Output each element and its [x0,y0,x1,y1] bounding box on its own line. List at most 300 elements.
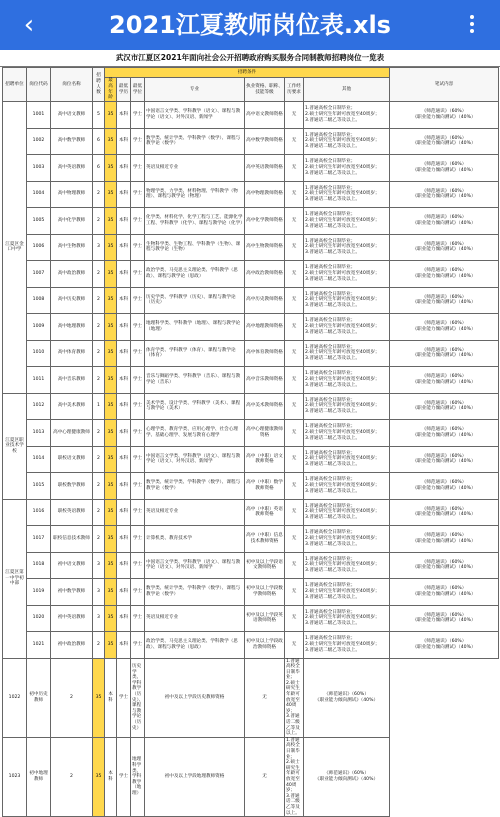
post-cell: 高中英语教师 [51,155,93,182]
exam-line: 《师范通识》（60%） [421,188,467,194]
exam-line: 《师范通识》（60%） [421,268,467,274]
exam-cell [390,526,499,553]
exam-line: 《师范通识》（60%） [421,453,467,459]
other-line: 2.硕士研究生年龄可放宽至40周岁； [305,509,380,515]
exp-cell: 无 [285,287,304,314]
other-line: 3.普通话二级乙等及以上。 [305,647,360,653]
exp-cell: 无 [245,658,285,737]
other-line: 1.普通高校全日制毕业； [305,424,356,430]
other-cell [304,632,390,659]
header-cert: 执业资格、职称、技能等级 [245,78,285,102]
table-row[interactable] [3,393,499,420]
other-line: 2.硕士研究生年龄可放宽至40周岁； [305,562,380,568]
other-cell [304,155,390,182]
exam-cell [390,287,499,314]
post-cell: 职校英语教师 [51,499,93,526]
count-cell: 3 [93,552,105,579]
other-cell [304,393,390,420]
post-cell: 初中历史教师 [27,658,51,737]
other-line: 2.硕士研究生年龄可放宽至40周岁； [305,164,380,170]
code-cell: 1012 [27,393,51,420]
major-cell: 英语及相近专业 [145,605,245,632]
recruitment-table [2,67,499,817]
other-line: 2.硕士研究生年龄可放宽至40周岁； [305,297,380,303]
edu-cell: 本科 [117,632,131,659]
exam-line: 《师范通识》（60%） [421,109,467,115]
code-cell: 1022 [3,658,27,737]
major-cell: 数学类、统计学类、学科教学（数学）、课程与教学论（数学） [145,579,245,606]
count-cell: 2 [93,367,105,394]
table-row[interactable] [3,340,499,367]
edu-cell: 本科 [105,658,117,737]
age-cell: 35 [105,155,117,182]
code-cell: 1017 [27,526,51,553]
more-vertical-icon[interactable] [462,12,482,38]
other-line: 2.硕士研究生年龄可放宽至40周岁； [286,680,300,714]
age-cell: 35 [105,579,117,606]
count-cell: 3 [93,234,105,261]
exam-cell [304,658,390,737]
exam-line: 《职业能力倾向测试》（40%） [412,114,476,120]
count-cell: 2 [93,473,105,500]
edu-cell: 本科 [117,128,131,155]
major-cell: 地理科学类、学科教学（地理） [131,737,145,816]
cert-cell: 初中及以上学段英语教师资格 [245,605,285,632]
exam-cell [390,446,499,473]
exam-line: 《职业能力倾向测试》（40%） [412,538,476,544]
exam-cell [304,737,390,816]
exam-line: 《职业能力倾向测试》（40%） [412,141,476,147]
post-cell: 高中地理教师 [51,314,93,341]
other-line: 1.普通高校全日制毕业； [305,265,356,271]
other-line: 3.普通话二级乙等及以上。 [286,714,300,737]
exam-cell [390,499,499,526]
age-cell: 35 [105,287,117,314]
table-row[interactable] [3,181,499,208]
other-line: 1.普通高校全日制毕业； [305,530,356,536]
other-line: 3.普通话二级乙等及以上。 [305,621,360,627]
count-cell: 3 [93,605,105,632]
table-row[interactable] [3,526,499,553]
edu-cell: 本科 [117,446,131,473]
major-cell: 数学类、统计学类、学科教学（数学）、课程与教学论（数学） [145,128,245,155]
table-row[interactable] [3,234,499,261]
major-cell: 生物科学类、生物工程、学科教学（生物）、课程与教学论（生物） [145,234,245,261]
other-line: 1.普通高校全日制毕业； [305,185,356,191]
table-row[interactable] [3,632,499,659]
code-cell: 1011 [27,367,51,394]
code-cell: 1014 [27,446,51,473]
header-conditions: 招聘条件 [105,68,390,78]
header-age: 最高年龄 [105,78,117,102]
edu-cell: 本科 [117,234,131,261]
code-cell: 1008 [27,287,51,314]
other-cell [304,420,390,447]
cert-cell: 高中地理教师资格 [245,314,285,341]
exp-cell: 无 [285,605,304,632]
other-cell [304,128,390,155]
exam-line: 《师范通识》（60%） [421,162,467,168]
exp-cell: 无 [285,552,304,579]
edu-cell: 本科 [117,420,131,447]
header-exam: 笔试内容 [390,68,499,102]
other-line: 1.普通高校全日制毕业； [305,503,356,509]
exam-cell [390,579,499,606]
other-line: 1.普通高校全日制毕业； [305,450,356,456]
edu-cell: 本科 [117,314,131,341]
exam-line: 《职业能力倾向测试》（40%） [412,565,476,571]
exam-cell [390,473,499,500]
exp-cell: 无 [285,367,304,394]
other-line: 3.普通话二级乙等及以上。 [305,117,360,123]
table-row[interactable] [3,473,499,500]
other-line: 1.普通高校全日制毕业； [305,556,356,562]
other-line: 3.普通话二级乙等及以上。 [305,515,360,521]
code-cell: 1010 [27,340,51,367]
count-cell: 2 [93,181,105,208]
other-line: 2.硕士研究生年龄可放宽至40周岁； [305,376,380,382]
exp-cell: 无 [285,128,304,155]
other-line: 3.普通话二级乙等及以上。 [305,223,360,229]
major-cell: 中国语言文学类、学科教学（语文）、课程与教学论（语文）、对外汉语、新闻学 [145,102,245,129]
header-exp: 工作经历要求 [285,78,304,102]
cert-cell: 高中英语教师资格 [245,155,285,182]
other-cell [304,102,390,129]
exam-cell [390,128,499,155]
other-line: 1.普通高校全日制毕业； [305,344,356,350]
age-cell: 35 [105,473,117,500]
table-row[interactable] [3,552,499,579]
major-cell: 历史学类、学科教学（历史）、课程与教学论（历史） [145,287,245,314]
other-line: 2.硕士研究生年龄可放宽至40周岁； [305,482,380,488]
cert-cell: 高中体育教师资格 [245,340,285,367]
cert-cell: 高中政治教师资格 [245,261,285,288]
count-cell: 2 [93,632,105,659]
other-cell [285,737,304,816]
degree-cell: 学士 [131,340,145,367]
table-row[interactable] [3,208,499,235]
other-line: 1.普通高校全日制毕业； [305,318,356,324]
major-cell: 历史学类、学科教学（历史）、课程与教学论（历史） [131,658,145,737]
table-row[interactable] [3,499,499,526]
other-line: 3.普通话二级乙等及以上。 [305,435,360,441]
code-cell: 1018 [27,552,51,579]
other-line: 3.普通话二级乙等及以上。 [305,303,360,309]
table-row[interactable] [3,420,499,447]
age-cell: 35 [105,499,117,526]
degree-cell: 学士 [131,605,145,632]
exp-cell: 无 [285,499,304,526]
exam-cell [390,234,499,261]
count-cell: 2 [93,526,105,553]
count-cell: 3 [93,579,105,606]
header-code: 岗位代码 [27,68,51,102]
age-cell: 35 [105,340,117,367]
other-line: 1.普通高校全日制毕业； [286,658,300,681]
post-cell: 初中数学教师 [51,579,93,606]
other-line: 1.普通高校全日制毕业； [305,397,356,403]
table-row[interactable] [3,446,499,473]
table-row[interactable] [3,579,499,606]
cert-cell: 高中（中职）信息技术教师资格 [245,526,285,553]
age-cell: 35 [105,367,117,394]
exam-line: 《师范通识》（60%） [421,427,467,433]
exam-line: 《师范通识》（60%） [324,771,369,777]
other-line: 3.普通话二级乙等及以上。 [305,594,360,600]
exam-line: 《师范通识》（60%） [421,612,467,618]
exam-cell [390,261,499,288]
spreadsheet-view[interactable] [0,50,500,816]
exp-cell: 无 [285,181,304,208]
exam-line: 《职业能力倾向测试》（40%） [315,697,379,703]
count-cell: 6 [93,155,105,182]
exam-line: 《职业能力倾向测试》（40%） [412,459,476,465]
code-cell: 1016 [27,499,51,526]
table-row[interactable] [3,261,499,288]
other-line: 2.硕士研究生年龄可放宽至40周岁； [305,270,380,276]
other-line: 3.普通话二级乙等及以上。 [305,329,360,335]
other-line: 2.硕士研究生年龄可放宽至40周岁； [305,350,380,356]
major-cell: 中国语言文学类、学科教学（语文）、课程与教学论（语文）、对外汉语、新闻学 [145,552,245,579]
count-cell: 2 [51,737,93,816]
edu-cell: 本科 [117,155,131,182]
age-cell: 35 [105,420,117,447]
age-cell: 35 [105,234,117,261]
edu-cell: 本科 [117,393,131,420]
exam-line: 《师范通识》（60%） [421,241,467,247]
other-line: 1.普通高校全日制毕业； [305,212,356,218]
post-cell: 初中语文教师 [51,552,93,579]
other-line: 2.硕士研究生年龄可放宽至40周岁； [305,138,380,144]
age-cell: 35 [105,393,117,420]
age-cell: 35 [105,605,117,632]
degree-cell: 学士 [131,367,145,394]
degree-cell: 学士 [131,420,145,447]
degree-cell: 学士 [131,128,145,155]
exp-cell: 无 [285,632,304,659]
major-cell: 音乐与舞蹈学类、学科教学（音乐）、课程与教学论（音乐） [145,367,245,394]
cert-cell: 高中美术教师资格 [245,393,285,420]
table-row[interactable] [3,314,499,341]
exam-cell [390,605,499,632]
count-cell: 6 [93,128,105,155]
unit-cell: 江夏区金口中学 [3,102,27,394]
count-cell: 1 [93,393,105,420]
other-line: 3.普通话二级乙等及以上。 [305,409,360,415]
exam-line: 《职业能力倾向测试》（40%） [315,776,379,782]
degree-cell: 学士 [131,208,145,235]
exp-cell: 无 [285,446,304,473]
exam-cell [390,102,499,129]
other-line: 1.普通高校全日制毕业； [305,371,356,377]
exam-line: 《师范通识》（60%） [421,294,467,300]
document-title: 武汉市江夏区2021年面向社会公开招聘政府购买服务合同制教师招聘岗位一览表 [0,50,500,67]
other-line: 3.普通话二级乙等及以上。 [305,197,360,203]
cert-cell: 高中音乐教师资格 [245,367,285,394]
table-row[interactable] [3,605,499,632]
exp-cell: 无 [285,314,304,341]
other-cell [304,499,390,526]
degree-cell: 学士 [131,314,145,341]
age-cell: 35 [105,552,117,579]
exam-line: 《师范通识》（60%） [421,506,467,512]
cert-cell: 高中（中职）语文教师资格 [245,446,285,473]
other-line: 2.硕士研究生年龄可放宽至40周岁； [305,191,380,197]
other-cell [304,181,390,208]
cert-cell: 高中心理健康教师资格 [245,420,285,447]
table-row[interactable] [3,102,499,129]
code-cell: 1023 [3,737,27,816]
degree-cell: 学士 [131,393,145,420]
degree-cell: 学士 [131,552,145,579]
major-cell: 中国语言文学类、学科教学（语文）、课程与教学论（语文）、对外汉语、新闻学 [145,446,245,473]
other-line: 3.普通话二级乙等及以上。 [305,462,360,468]
post-cell: 职校语文教师 [51,446,93,473]
count-cell: 2 [93,340,105,367]
other-line: 1.普通高校全日制毕业； [305,291,356,297]
age-cell: 35 [105,128,117,155]
other-line: 1.普通高校全日制毕业； [286,737,300,760]
degree-cell: 学士 [117,658,131,737]
table-row[interactable] [3,128,499,155]
other-line: 1.普通高校全日制毕业； [305,583,356,589]
post-cell: 初中地理教师 [27,737,51,816]
exam-line: 《师范通识》（60%） [421,586,467,592]
other-line: 3.普通话二级乙等及以上。 [286,793,300,816]
major-cell: 化学类、材料化学、化学工程与工艺、能源化学工程、学科教学（化学）、课程与教学论（化学） [145,208,245,235]
code-cell: 1006 [27,234,51,261]
exam-cell [390,393,499,420]
edu-cell: 本科 [117,102,131,129]
exam-line: 《职业能力倾向测试》（40%） [412,432,476,438]
chevron-left-icon[interactable]: ‹ [23,10,35,40]
table-row[interactable] [3,287,499,314]
exam-cell [390,420,499,447]
degree-cell: 学士 [117,737,131,816]
edu-cell: 本科 [117,473,131,500]
age-cell: 35 [93,737,105,816]
post-cell: 初中政治教师 [51,632,93,659]
post-cell: 职校信息技术教师 [51,526,93,553]
exam-cell [390,155,499,182]
other-line: 2.硕士研究生年龄可放宽至40周岁； [305,111,380,117]
major-cell: 政治学类、马克思主义理论类、学科教学（思政）、课程与教学论（思政） [145,261,245,288]
other-cell [304,340,390,367]
table-row[interactable] [3,367,499,394]
degree-cell: 学士 [131,579,145,606]
exam-line: 《师范通识》（60%） [421,400,467,406]
exam-cell [390,181,499,208]
other-cell [285,658,304,737]
other-line: 1.普通高校全日制毕业； [305,636,356,642]
edu-cell: 本科 [117,579,131,606]
major-cell: 英语及相近专业 [145,499,245,526]
header-edu: 最低学历 [117,78,131,102]
unit-cell: 江夏区职业技术学校 [3,393,27,499]
code-cell: 1004 [27,181,51,208]
exp-cell: 无 [285,208,304,235]
edu-cell: 本科 [117,340,131,367]
other-line: 2.硕士研究生年龄可放宽至40周岁； [305,535,380,541]
exam-line: 《职业能力倾向测试》（40%） [412,591,476,597]
cert-cell: 初中及以上学段政治教师资格 [245,632,285,659]
other-line: 3.普通话二级乙等及以上。 [305,488,360,494]
post-cell: 高中美术教师 [51,393,93,420]
code-cell: 1007 [27,261,51,288]
exam-line: 《职业能力倾向测试》（40%） [412,406,476,412]
code-cell: 1019 [27,579,51,606]
post-cell: 高中体育教师 [51,340,93,367]
header-unit: 招聘单位 [3,68,27,102]
degree-cell: 学士 [131,261,145,288]
exp-cell: 无 [285,526,304,553]
post-cell: 初中英语教师 [51,605,93,632]
exam-line: 《职业能力倾向测试》（40%） [412,326,476,332]
other-cell [304,473,390,500]
exam-line: 《师范通识》（60%） [421,215,467,221]
post-cell: 高中历史教师 [51,287,93,314]
table-row[interactable] [3,155,499,182]
other-line: 2.硕士研究生年龄可放宽至40周岁； [305,615,380,621]
edu-cell: 本科 [117,261,131,288]
cert-cell: 初中及以上学段语文教师资格 [245,552,285,579]
file-title: 2021江夏教师岗位表.xls [109,11,391,39]
other-cell [304,579,390,606]
cert-cell: 高中物理教师资格 [245,181,285,208]
post-cell: 高中政治教师 [51,261,93,288]
other-line: 2.硕士研究生年龄可放宽至40周岁； [305,456,380,462]
exam-line: 《职业能力倾向测试》（40%） [412,247,476,253]
cert-cell: 高中数学教师资格 [245,128,285,155]
table-row[interactable] [3,658,499,737]
count-cell: 2 [93,499,105,526]
degree-cell: 学士 [131,155,145,182]
other-line: 1.普通高校全日制毕业； [305,132,356,138]
exam-cell [390,208,499,235]
other-line: 3.普通话二级乙等及以上。 [305,144,360,150]
code-cell: 1020 [27,605,51,632]
degree-cell: 学士 [131,102,145,129]
other-cell [304,234,390,261]
post-cell: 高中心理健康教师 [51,420,93,447]
exam-line: 《师范通识》（60%） [324,692,369,698]
other-line: 3.普通话二级乙等及以上。 [305,568,360,574]
exp-cell: 无 [285,420,304,447]
header-post: 岗位名称 [51,68,93,102]
exp-cell: 无 [285,393,304,420]
degree-cell: 学士 [131,499,145,526]
major-cell: 数学类、统计学类、学科教学（数学）、课程与教学论（数学） [145,473,245,500]
table-row[interactable] [3,737,499,816]
exam-line: 《师范通识》（60%） [421,480,467,486]
code-cell: 1005 [27,208,51,235]
count-cell: 2 [93,446,105,473]
post-cell: 高中音乐教师 [51,367,93,394]
other-line: 2.硕士研究生年龄可放宽至40周岁； [305,429,380,435]
exp-cell: 无 [245,737,285,816]
age-cell: 35 [105,102,117,129]
other-cell [304,208,390,235]
header-count: 招聘人数 [93,68,105,102]
exam-line: 《职业能力倾向测试》（40%） [412,220,476,226]
post-cell: 职校数学教师 [51,473,93,500]
major-cell: 美术学类、设计学类、学科教学（美术）、课程与教学论（美术） [145,393,245,420]
edu-cell: 本科 [117,605,131,632]
edu-cell: 本科 [105,737,117,816]
post-cell: 高中语文教师 [51,102,93,129]
other-line: 3.普通话二级乙等及以上。 [305,170,360,176]
age-cell: 35 [105,526,117,553]
